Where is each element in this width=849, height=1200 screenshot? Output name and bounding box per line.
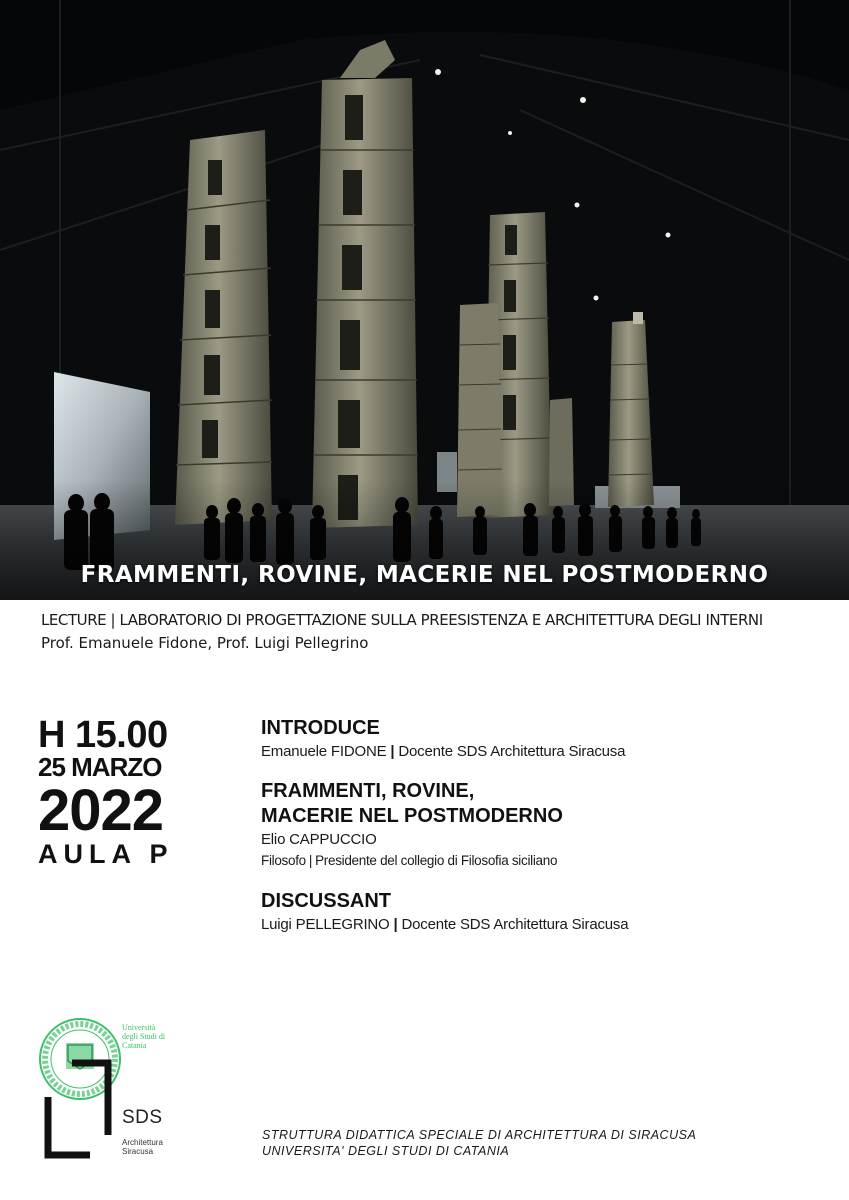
intro-separator: | (390, 743, 395, 760)
event-day: 25 MARZO (38, 752, 162, 782)
program (261, 716, 831, 936)
talk-speaker-role-a: Filosofo (261, 853, 306, 868)
intro-speaker-name: Emanuele FIDONE (261, 743, 387, 760)
talk-heading-line2: MACERIE NEL POSTMODERNO (261, 805, 563, 827)
lecture-course-line: LECTURE | LABORATORIO DI PROGETTAZIONE SULLA PREESISTENZA E ARCHITETTURA DEGLI INTERNI (41, 611, 763, 629)
footer-institution (262, 1127, 832, 1159)
intro-heading: INTRODUCE (261, 717, 380, 739)
discussant-separator: | (393, 916, 398, 933)
unict-wordmark: Università degli Studi di Catania (122, 1023, 166, 1050)
discussant-line (261, 914, 831, 936)
date-block (38, 712, 198, 869)
footer-line1: STRUTTURA DIDATTICA SPECIALE DI ARCHITETTURA DI SIRACUSA (262, 1128, 697, 1142)
talk-speaker-role-line (261, 851, 831, 871)
talk-speaker-role-b: Presidente del collegio di Filosofia siciliano (315, 853, 558, 868)
logo-area (38, 1015, 238, 1175)
event-year: 2022 (38, 778, 164, 843)
discussant-role: Docente SDS Architettura Siracusa (401, 916, 629, 933)
event-time: H 15.00 (38, 714, 168, 756)
discussant-name: Luigi PELLEGRINO (261, 916, 390, 933)
hero-title: FRAMMENTI, ROVINE, MACERIE NEL POSTMODERNO (80, 562, 769, 588)
intro-speaker-role: Docente SDS Architettura Siracusa (398, 743, 626, 760)
talk-separator: | (308, 853, 313, 868)
talk-heading-line1: FRAMMENTI, ROVINE, (261, 780, 475, 802)
sds-subtitle: Architettura Siracusa (122, 1138, 163, 1156)
intro-speaker-line (261, 741, 831, 763)
lecture-professors-line: Prof. Emanuele Fidone, Prof. Luigi Pellegrino (41, 634, 369, 652)
footer-line2: UNIVERSITA' DEGLI STUDI DI CATANIA (262, 1144, 510, 1158)
talk-speaker-name: Elio CAPPUCCIO (261, 831, 377, 848)
sds-wordmark: SDS (122, 1107, 163, 1128)
discussant-heading: DISCUSSANT (261, 890, 392, 912)
lecture-subtitle (41, 609, 841, 655)
event-room: AULA P (38, 839, 174, 869)
